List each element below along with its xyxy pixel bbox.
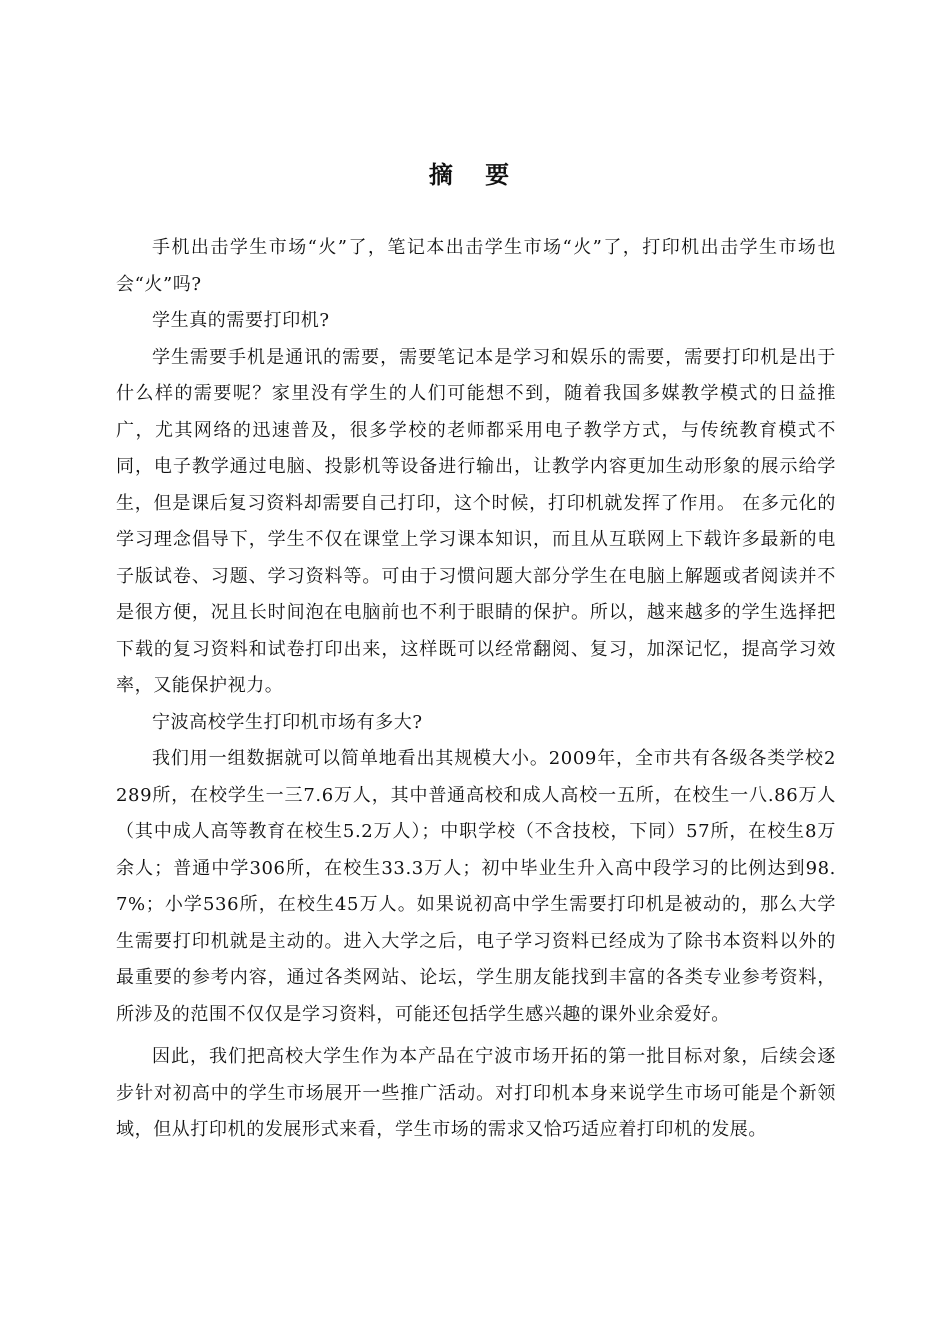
document-body xyxy=(116,230,836,1149)
paragraph-conclusion: 因此，我们把高校大学生作为本产品在宁波市场开拓的第一批目标对象，后续会逐步针对初高中的学生市场展开一些推广活动。对打印机本身来说学生市场可能是个新领域，但从打印机的发展形式来看，学生市场的需求又恰巧适应着打印机的发展。 xyxy=(116,1046,836,1140)
paragraph-intro: 手机出击学生市场“火”了，笔记本出击学生市场“火”了，打印机出击学生市场也会“火”吗? xyxy=(116,237,836,295)
paragraph-question-market-size: 宁波高校学生打印机市场有多大? xyxy=(152,711,423,733)
paragraph-need-explanation: 学生需要手机是通讯的需要，需要笔记本是学习和娱乐的需要，需要打印机是出于什么样的需要呢？家里没有学生的人们可能想不到，随着我国多媒教学模式的日益推广，尤其网络的迅速普及，很多学校的老师都采用电子教学方式，与传统教育模式不同，电子教学通过电脑、投影机等设备进行输出，让教学内容更加生动形象的展示给学生，但是课后复习资料却需要自己打印，这个时候，打印机就发挥了作用。 在多元化的学习理念倡导下，学生不仅在课堂上学习课本知识，而且从互联网上下载许多最新的电子版试卷、习题、学习资料等。可由于习惯问题大部分学生在电脑上解题或者阅读并不是很方便，况且长时间泡在电脑前也不利于眼睛的保护。所以，越来越多的学生选择把下载的复习资料和试卷打印出来，这样既可以经常翻阅、复习，加深记忆，提高学习效率，又能保护视力。 xyxy=(116,346,836,696)
paragraph-market-data: 我们用一组数据就可以简单地看出其规模大小。2009年，全市共有各级各类学校2289所，在校学生一三7.6万人，其中普通高校和成人高校一五所，在校生一八.86万人（其中成人高等教育在校生5.2万人）；中职学校（不含技校，下同）57所，在校生8万余人；普通中学306所，在校生33.3万人；初中毕业生升入高中段学习的比例达到98.7%；小学536所，在校生45万人。如果说初高中学生需要打印机是被动的，那么大学生需要打印机就是主动的。进入大学之后，电子学习资料已经成为了除书本资料以外的最重要的参考内容，通过各类网站、论坛，学生朋友能找到丰富的各类专业参考资料，所涉及的范围不仅仅是学习资料，可能还包括学生感兴趣的课外业余爱好。 xyxy=(116,748,836,1025)
paragraph-question-need: 学生真的需要打印机? xyxy=(152,310,330,331)
page-title: 摘 要 xyxy=(428,161,522,189)
